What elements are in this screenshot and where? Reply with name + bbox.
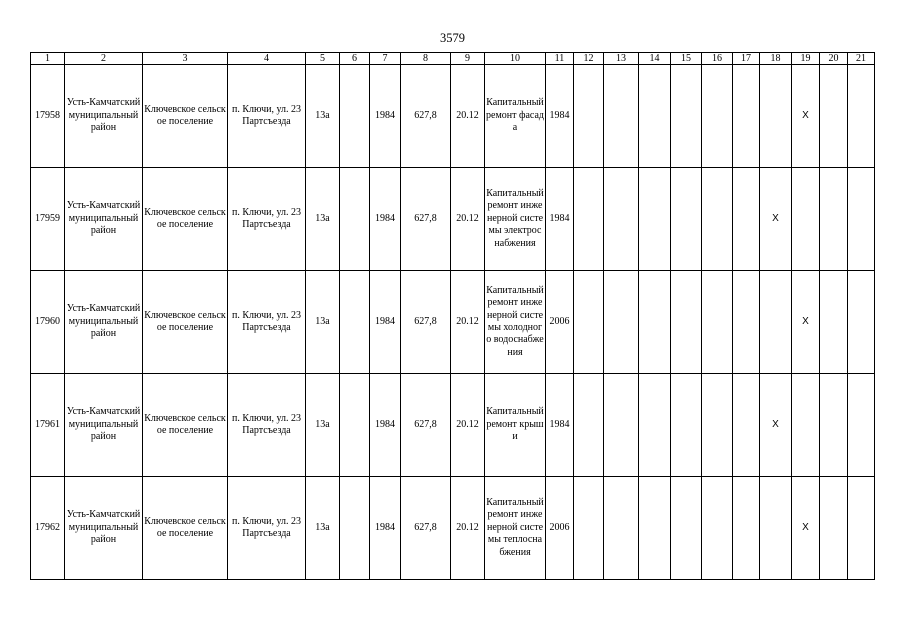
mark-cell-col18: X xyxy=(760,168,792,271)
column-header: 9 xyxy=(451,53,485,65)
district-cell xyxy=(65,477,143,580)
column-header: 18 xyxy=(760,53,792,65)
house-cell: 13а xyxy=(306,271,340,374)
empty-cell xyxy=(639,477,671,580)
year-built-cell: 1984 xyxy=(370,477,401,580)
column-header: 19 xyxy=(792,53,820,65)
year-built-cell: 1984 xyxy=(370,168,401,271)
empty-cell xyxy=(604,168,639,271)
col9-cell: 20.12 xyxy=(451,168,485,271)
empty-cell xyxy=(604,65,639,168)
empty-cell xyxy=(820,271,848,374)
work-year-cell: 1984 xyxy=(546,374,574,477)
empty-cell xyxy=(340,374,370,477)
empty-cell xyxy=(639,271,671,374)
area-cell: 627,8 xyxy=(401,374,451,477)
empty-cell xyxy=(702,65,733,168)
address-text: п. Ключи, ул. 23 Партсъезда xyxy=(231,309,302,333)
settlement-cell xyxy=(143,477,228,580)
settlement-cell xyxy=(143,271,228,374)
empty-cell xyxy=(340,168,370,271)
mark-cell-col19 xyxy=(792,374,820,477)
mark-cell-col18 xyxy=(760,65,792,168)
column-header: 12 xyxy=(574,53,604,65)
empty-cell xyxy=(340,477,370,580)
column-header: 13 xyxy=(604,53,639,65)
year-built-cell: 1984 xyxy=(370,65,401,168)
work-year-cell: 1984 xyxy=(546,65,574,168)
district-text: Усть-Камчатский муниципальный район xyxy=(66,303,141,340)
empty-cell xyxy=(820,374,848,477)
column-header: 20 xyxy=(820,53,848,65)
settlement-text: Ключевское сельское поселение xyxy=(144,412,226,436)
district-cell xyxy=(65,271,143,374)
row-number-cell: 17958 xyxy=(31,65,65,168)
settlement-cell xyxy=(143,374,228,477)
district-cell xyxy=(65,374,143,477)
empty-cell xyxy=(733,477,760,580)
empty-cell xyxy=(671,65,702,168)
column-header: 3 xyxy=(143,53,228,65)
empty-cell xyxy=(340,65,370,168)
empty-cell xyxy=(702,374,733,477)
district-text: Усть-Камчатский муниципальный район xyxy=(66,200,141,237)
year-built-cell: 1984 xyxy=(370,271,401,374)
column-header: 4 xyxy=(228,53,306,65)
address-cell xyxy=(228,271,306,374)
work-type-text: Капитальный ремонт инженерной системы теплоснабжения xyxy=(486,496,544,558)
empty-cell xyxy=(820,168,848,271)
mark-cell-col19: X xyxy=(792,477,820,580)
table-row xyxy=(31,271,875,374)
empty-cell xyxy=(848,374,875,477)
column-header: 11 xyxy=(546,53,574,65)
district-text: Усть-Камчатский муниципальный район xyxy=(66,509,141,546)
work-year-cell: 2006 xyxy=(546,271,574,374)
district-cell xyxy=(65,168,143,271)
empty-cell xyxy=(604,374,639,477)
column-number-row xyxy=(31,53,875,65)
empty-cell xyxy=(671,477,702,580)
district-cell xyxy=(65,65,143,168)
row-number-cell: 17961 xyxy=(31,374,65,477)
address-text: п. Ключи, ул. 23 Партсъезда xyxy=(231,206,302,230)
address-text: п. Ключи, ул. 23 Партсъезда xyxy=(231,515,302,539)
address-text: п. Ключи, ул. 23 Партсъезда xyxy=(231,412,302,436)
empty-cell xyxy=(848,65,875,168)
work-type-cell xyxy=(485,374,546,477)
address-cell xyxy=(228,477,306,580)
empty-cell xyxy=(574,477,604,580)
empty-cell xyxy=(574,168,604,271)
empty-cell xyxy=(702,168,733,271)
column-header: 1 xyxy=(31,53,65,65)
area-cell: 627,8 xyxy=(401,271,451,374)
row-number-cell: 17962 xyxy=(31,477,65,580)
column-header: 21 xyxy=(848,53,875,65)
work-type-text: Капитальный ремонт крыши xyxy=(486,406,544,443)
empty-cell xyxy=(671,374,702,477)
mark-cell-col19 xyxy=(792,168,820,271)
empty-cell xyxy=(848,168,875,271)
settlement-cell xyxy=(143,168,228,271)
district-text: Усть-Камчатский муниципальный район xyxy=(66,406,141,443)
empty-cell xyxy=(733,168,760,271)
empty-cell xyxy=(702,477,733,580)
empty-cell xyxy=(340,271,370,374)
house-cell: 13а xyxy=(306,477,340,580)
column-header: 15 xyxy=(671,53,702,65)
year-built-cell: 1984 xyxy=(370,374,401,477)
column-header: 16 xyxy=(702,53,733,65)
settlement-text: Ключевское сельское поселение xyxy=(144,515,226,539)
settlement-text: Ключевское сельское поселение xyxy=(144,206,226,230)
column-header: 17 xyxy=(733,53,760,65)
work-type-cell xyxy=(485,477,546,580)
work-type-cell xyxy=(485,65,546,168)
mark-cell-col18 xyxy=(760,477,792,580)
work-type-text: Капитальный ремонт инженерной системы электроснабжения xyxy=(486,187,544,249)
address-cell xyxy=(228,374,306,477)
empty-cell xyxy=(574,271,604,374)
address-text: п. Ключи, ул. 23 Партсъезда xyxy=(231,103,302,127)
table-row xyxy=(31,65,875,168)
empty-cell xyxy=(671,271,702,374)
column-header: 5 xyxy=(306,53,340,65)
work-type-text: Капитальный ремонт фасада xyxy=(486,97,544,134)
empty-cell xyxy=(848,477,875,580)
work-year-cell: 2006 xyxy=(546,477,574,580)
column-header: 7 xyxy=(370,53,401,65)
house-cell: 13а xyxy=(306,374,340,477)
area-cell: 627,8 xyxy=(401,477,451,580)
work-type-cell xyxy=(485,271,546,374)
empty-cell xyxy=(671,168,702,271)
empty-cell xyxy=(733,374,760,477)
register-table xyxy=(30,52,875,580)
empty-cell xyxy=(733,271,760,374)
row-number-cell: 17959 xyxy=(31,168,65,271)
work-year-cell: 1984 xyxy=(546,168,574,271)
column-header: 2 xyxy=(65,53,143,65)
empty-cell xyxy=(848,271,875,374)
col9-cell: 20.12 xyxy=(451,477,485,580)
empty-cell xyxy=(574,374,604,477)
column-header: 8 xyxy=(401,53,451,65)
column-header: 6 xyxy=(340,53,370,65)
settlement-text: Ключевское сельское поселение xyxy=(144,103,226,127)
empty-cell xyxy=(820,65,848,168)
column-header: 10 xyxy=(485,53,546,65)
area-cell: 627,8 xyxy=(401,168,451,271)
address-cell xyxy=(228,65,306,168)
house-cell: 13а xyxy=(306,168,340,271)
mark-cell-col18: X xyxy=(760,374,792,477)
col9-cell: 20.12 xyxy=(451,271,485,374)
empty-cell xyxy=(574,65,604,168)
row-number-cell: 17960 xyxy=(31,271,65,374)
empty-cell xyxy=(639,168,671,271)
empty-cell xyxy=(604,477,639,580)
mark-cell-col19: X xyxy=(792,65,820,168)
empty-cell xyxy=(702,271,733,374)
work-type-text: Капитальный ремонт инженерной системы холодного водоснабжения xyxy=(486,284,544,358)
district-text: Усть-Камчатский муниципальный район xyxy=(66,97,141,134)
area-cell: 627,8 xyxy=(401,65,451,168)
page-number: 3579 xyxy=(440,31,465,45)
empty-cell xyxy=(639,65,671,168)
table-row xyxy=(31,477,875,580)
column-header: 14 xyxy=(639,53,671,65)
empty-cell xyxy=(733,65,760,168)
empty-cell xyxy=(604,271,639,374)
mark-cell-col18 xyxy=(760,271,792,374)
settlement-text: Ключевское сельское поселение xyxy=(144,309,226,333)
empty-cell xyxy=(639,374,671,477)
house-cell: 13а xyxy=(306,65,340,168)
work-type-cell xyxy=(485,168,546,271)
col9-cell: 20.12 xyxy=(451,374,485,477)
table-row xyxy=(31,374,875,477)
settlement-cell xyxy=(143,65,228,168)
col9-cell: 20.12 xyxy=(451,65,485,168)
table-row xyxy=(31,168,875,271)
mark-cell-col19: X xyxy=(792,271,820,374)
empty-cell xyxy=(820,477,848,580)
address-cell xyxy=(228,168,306,271)
